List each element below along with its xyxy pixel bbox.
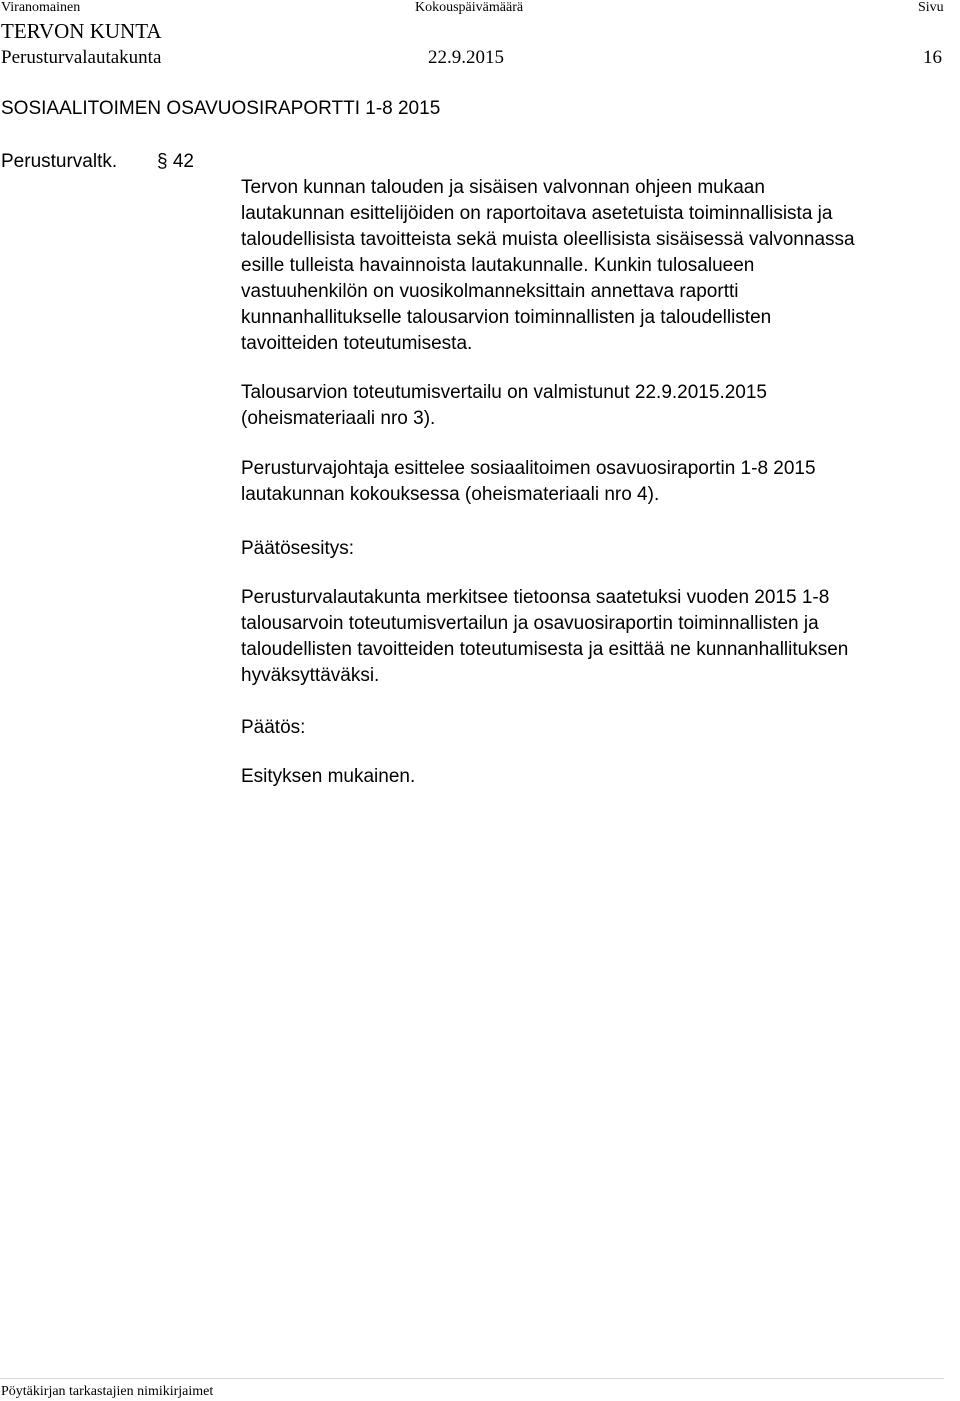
organization-name: TERVON KUNTA: [1, 19, 162, 43]
footer-divider: [0, 1378, 944, 1379]
text-line: lautakunnan esittelijöiden on raportoitava asetetuista toiminnallisista ja: [241, 203, 833, 224]
text-line: Perusturvajohtaja esittelee sosiaalitoimen osavuosiraportin 1-8 2015: [241, 458, 816, 479]
text-line: kunnanhallitukselle talousarvion toiminnallisten ja taloudellisten: [241, 307, 772, 328]
text-line: talousarvoin toteutumisvertailun ja osavuosiraportin toiminnallisten ja: [241, 613, 819, 634]
text-line: vastuuhenkilön on vuosikolmanneksittain annettava raportti: [241, 281, 739, 302]
budget-comparison-paragraph: [241, 380, 956, 432]
presentation-paragraph: [241, 456, 956, 508]
proposal-paragraph: [241, 585, 956, 689]
text-line: taloudellisten tavoitteiden toteutumisesta ja esittää ne kunnanhallituksen: [241, 639, 849, 660]
proposal-heading: Päätösesitys:: [241, 538, 354, 559]
text-line: Tervon kunnan talouden ja sisäisen valvonnan ohjeen mukaan: [241, 177, 765, 198]
text-line: Talousarvion toteutumisvertailu on valmistunut 22.9.2015.2015: [241, 382, 767, 403]
page-number: 16: [923, 47, 942, 68]
decision-heading: Päätös:: [241, 717, 306, 738]
header-authority-label: Viranomainen: [1, 0, 81, 15]
text-line: (oheismateriaali nro 3).: [241, 408, 436, 429]
intro-paragraph: [241, 175, 956, 357]
text-line: hyväksyttäväksi.: [241, 665, 380, 686]
text-line: taloudellisista tavoitteista sekä muista oleellisista sisäisessä valvonnassa: [241, 229, 855, 250]
footer-label: Pöytäkirjan tarkastajien nimikirjaimet: [1, 1384, 214, 1399]
text-line: tavoitteiden toteutumisesta.: [241, 333, 473, 354]
header-date-label: Kokouspäivämäärä: [415, 0, 524, 15]
section-label: Perusturvaltk.: [1, 151, 118, 172]
header-page-label: Sivu: [918, 0, 944, 15]
authority-name: Perusturvalautakunta: [1, 47, 162, 68]
decision-text: Esityksen mukainen.: [241, 766, 416, 787]
meeting-date: 22.9.2015: [428, 47, 504, 68]
text-line: lautakunnan kokouksessa (oheismateriaali nro 4).: [241, 484, 660, 505]
document-title: SOSIAALITOIMEN OSAVUOSIRAPORTTI 1-8 2015: [1, 98, 441, 119]
text-line: esille tulleista havainnoista lautakunnalle. Kunkin tulosalueen: [241, 255, 755, 276]
text-line: Perusturvalautakunta merkitsee tietoonsa saatetuksi vuoden 2015 1-8: [241, 587, 830, 608]
section-number: § 42: [157, 151, 194, 172]
